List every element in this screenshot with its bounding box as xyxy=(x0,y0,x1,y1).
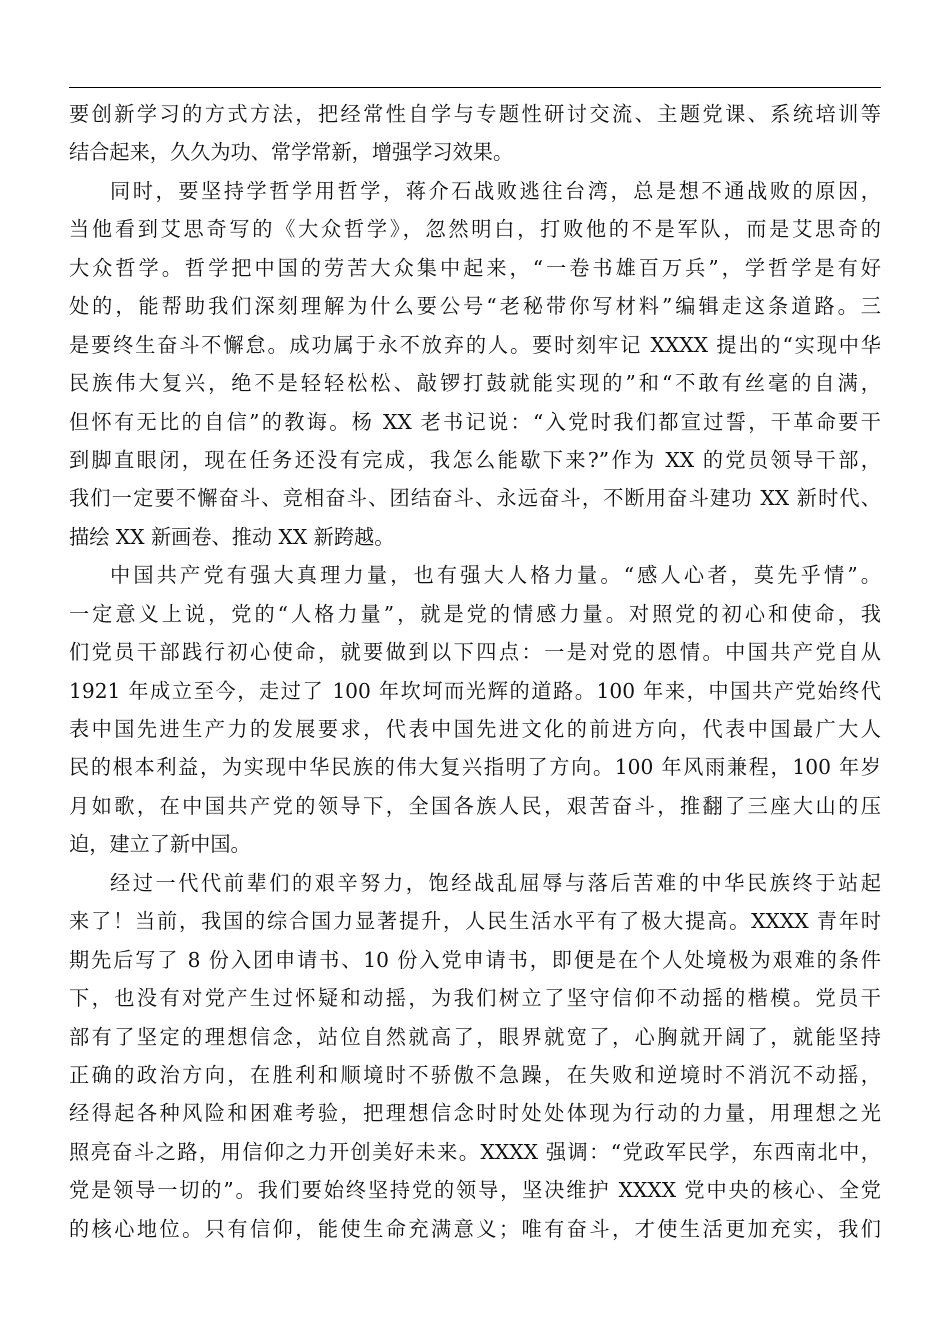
paragraph xyxy=(69,172,881,556)
text-line: 经得起各种风险和困难考验，把理想信念时时处处体现为行动的力量，用理想之光 xyxy=(69,1101,881,1126)
text-line: 党是领导一切的”。我们要始终坚持党的领导，坚决维护 XXXX 党中央的核心、全党 xyxy=(69,1178,881,1203)
document-body xyxy=(69,95,881,1248)
paragraph xyxy=(69,95,881,172)
header-rule xyxy=(69,87,881,88)
text-line: 一定意义上说，党的“人格力量”，就是党的情感力量。对照党的初心和使命，我 xyxy=(69,601,881,626)
text-line: 大众哲学。哲学把中国的劳苦大众集中起来，“一卷书雄百万兵”，学哲学是有好 xyxy=(69,255,881,280)
text-line: 期先后写了 8 份入团申请书、10 份入党申请书，即便是在个人处境极为艰难的条件 xyxy=(69,947,881,972)
text-line: 处的，能帮助我们深刻理解为什么要公号“老秘带你写材料”编辑走这条道路。三 xyxy=(69,294,881,319)
text-line: 同时，要坚持学哲学用哲学，蒋介石战败逃往台湾，总是想不通战败的原因， xyxy=(110,178,881,203)
text-line: 月如歌，在中国共产党的领导下，全国各族人民，艰苦奋斗，推翻了三座大山的压 xyxy=(69,793,881,818)
text-line: 到脚直眼闭，现在任务还没有完成，我怎么能歇下来?”作为 XX 的党员领导干部， xyxy=(69,447,881,472)
text-line: 表中国先进生产力的发展要求，代表中国先进文化的前进方向，代表中国最广大人 xyxy=(69,717,881,741)
text-line: 要创新学习的方式方法，把经常性自学与专题性研讨交流、主题党课、系统培训等 xyxy=(69,102,881,126)
text-line: 部有了坚定的理想信念，站位自然就高了，眼界就宽了，心胸就开阔了，就能坚持 xyxy=(69,1024,881,1049)
text-line: 结合起来，久久为功、常学常新，增强学习效果。 xyxy=(69,140,514,165)
text-line: 中国共产党有强大真理力量，也有强大人格力量。“感人心者，莫先乎情”。 xyxy=(110,563,881,588)
text-line: 当他看到艾思奇写的《大众哲学》，忽然明白，打败他的不是军队，而是艾思奇的 xyxy=(69,217,881,242)
text-line: 迫，建立了新中国。 xyxy=(69,832,251,857)
text-line: 正确的政治方向，在胜利和顺境时不骄傲不急躁，在失败和逆境时不消沉不动摇， xyxy=(69,1062,881,1087)
text-line: 描绘 XX 新画卷、推动 XX 新跨越。 xyxy=(69,524,395,549)
paragraph xyxy=(69,864,881,1248)
text-line: 民的根本利益，为实现中华民族的伟大复兴指明了方向。100 年风雨兼程，100 年岁 xyxy=(69,755,881,780)
text-line: 来了！当前，我国的综合国力显著提升，人民生活水平有了极大提高。XXXX 青年时 xyxy=(69,909,881,934)
text-line: 我们一定要不懈奋斗、竞相奋斗、团结奋斗、永远奋斗，不断用奋斗建功 XX 新时代、 xyxy=(69,486,881,511)
text-line: 1921 年成立至今，走过了 100 年坎坷而光辉的道路。100 年来，中国共产党始终代 xyxy=(69,678,881,703)
text-line: 们党员干部践行初心使命，就要做到以下四点：一是对党的恩情。中国共产党自从 xyxy=(69,640,881,665)
text-line: 民族伟大复兴，绝不是轻轻松松、敲锣打鼓就能实现的”和“不敢有丝毫的自满， xyxy=(69,371,881,396)
text-line: 但怀有无比的自信”的教诲。杨 XX 老书记说：“入党时我们都宣过誓，干革命要干 xyxy=(69,409,881,434)
text-line: 的核心地位。只有信仰，能使生命充满意义；唯有奋斗，才使生活更加充实，我们 xyxy=(69,1216,881,1241)
text-line: 照亮奋斗之路，用信仰之力开创美好未来。XXXX 强调：“党政军民学，东西南北中， xyxy=(69,1139,881,1164)
text-line: 经过一代代前辈们的艰辛努力，饱经战乱屈辱与落后苦难的中华民族终于站起 xyxy=(110,870,881,895)
text-line: 下，也没有对党产生过怀疑和动摇，为我们树立了坚守信仰不动摇的楷模。党员干 xyxy=(69,986,881,1011)
paragraph xyxy=(69,556,881,864)
text-line: 是要终生奋斗不懈怠。成功属于永不放弃的人。要时刻牢记 XXXX 提出的“实现中华 xyxy=(69,332,881,357)
